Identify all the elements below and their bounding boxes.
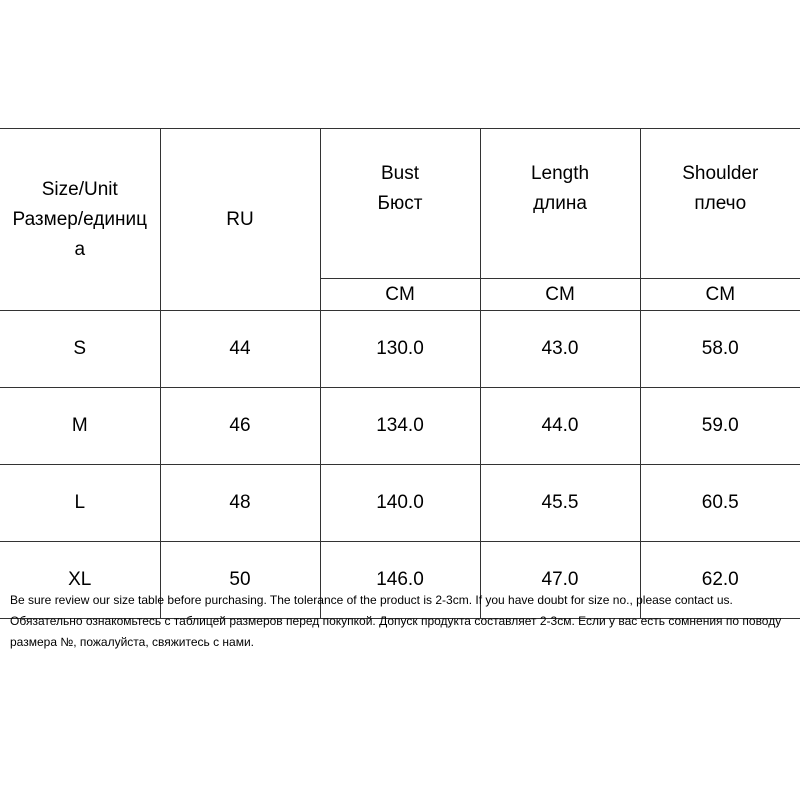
- length-cell: 43.0: [480, 311, 640, 388]
- length-label-ru: длина: [533, 193, 587, 214]
- length-unit: CM: [480, 279, 640, 311]
- size-unit-label-en: Size/Unit: [41, 178, 118, 200]
- shoulder-cell: 58.0: [640, 311, 800, 388]
- bust-cell: 146.0: [320, 542, 480, 619]
- shoulder-label-en: Shoulder: [682, 163, 759, 184]
- size-cell: M: [0, 388, 160, 465]
- length-header: [480, 129, 640, 279]
- ru-header: RU: [160, 129, 320, 311]
- bust-label-en: Bust: [380, 163, 420, 184]
- bust-unit: CM: [320, 279, 480, 311]
- bust-cell: 140.0: [320, 465, 480, 542]
- size-table: [0, 128, 800, 619]
- length-label-en: Length: [530, 163, 590, 184]
- size-cell: L: [0, 465, 160, 542]
- size-cell: XL: [0, 542, 160, 619]
- note-english: Be sure review our size table before purchasing. The tolerance of the product is 2-3cm. If you have doubt for size no., please contact us.: [10, 593, 733, 607]
- table-row: [0, 465, 800, 542]
- size-unit-label-ru: Размер/единиц: [12, 208, 147, 230]
- bust-cell: 134.0: [320, 388, 480, 465]
- size-unit-label-ru-wrap: а: [74, 238, 86, 260]
- size-unit-header: [0, 129, 160, 311]
- bust-header: [320, 129, 480, 279]
- table-row: [0, 388, 800, 465]
- size-cell: S: [0, 311, 160, 388]
- length-cell: 45.5: [480, 465, 640, 542]
- header-row: [0, 129, 800, 279]
- size-notes: [10, 590, 795, 653]
- ru-cell: 48: [160, 465, 320, 542]
- table-row: [0, 311, 800, 388]
- shoulder-cell: 59.0: [640, 388, 800, 465]
- shoulder-header: [640, 129, 800, 279]
- shoulder-label-ru: плечо: [694, 193, 747, 214]
- ru-cell: 44: [160, 311, 320, 388]
- ru-cell: 46: [160, 388, 320, 465]
- length-cell: 47.0: [480, 542, 640, 619]
- shoulder-unit: CM: [640, 279, 800, 311]
- bust-label-ru: Бюст: [377, 193, 423, 214]
- shoulder-cell: 60.5: [640, 465, 800, 542]
- length-cell: 44.0: [480, 388, 640, 465]
- shoulder-cell: 62.0: [640, 542, 800, 619]
- ru-cell: 50: [160, 542, 320, 619]
- note-russian: Обязательно ознакомьтесь с таблицей размеров перед покупкой. Допуск продукта составляет 2-3см. Если у вас есть сомнения по поводу размера №, пожалуйста, свяжитесь с нами.: [10, 614, 782, 649]
- bust-cell: 130.0: [320, 311, 480, 388]
